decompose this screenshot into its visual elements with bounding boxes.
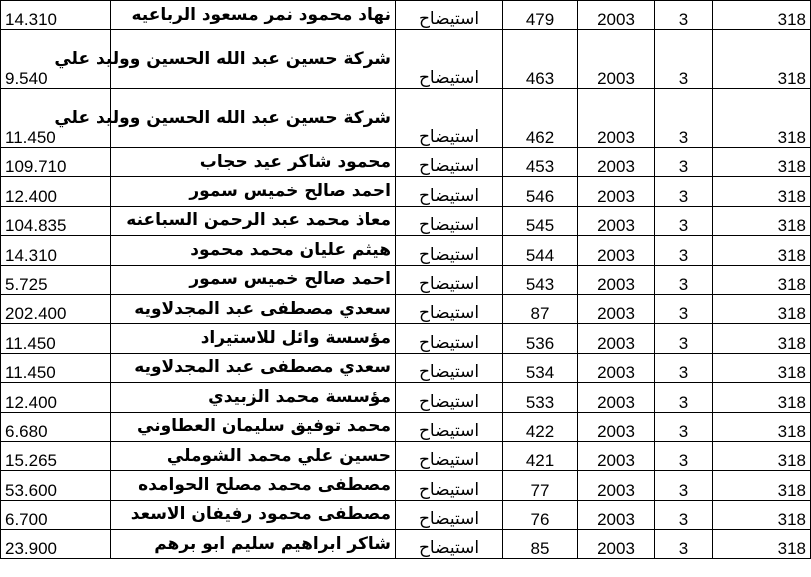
year-cell: 2003 <box>578 206 655 235</box>
type-cell: استيضاح <box>396 30 503 89</box>
table-row <box>1 353 811 382</box>
amount-cell: 23.900 <box>1 530 111 559</box>
year-cell: 2003 <box>578 441 655 470</box>
year-cell: 2003 <box>578 530 655 559</box>
type-cell: استيضاح <box>396 412 503 441</box>
qty-cell: 3 <box>655 383 713 412</box>
name-cell: محمود شاكر عيد حجاب <box>111 147 396 176</box>
table-row <box>1 471 811 500</box>
year-cell: 2003 <box>578 265 655 294</box>
year-cell: 2003 <box>578 500 655 529</box>
year-cell: 2003 <box>578 471 655 500</box>
number-cell: 545 <box>503 206 578 235</box>
amount-cell: 9.540 <box>1 30 111 89</box>
amount-cell: 109.710 <box>1 147 111 176</box>
name-cell: مؤسسة وائل للاستيراد <box>111 324 396 353</box>
year-cell: 2003 <box>578 177 655 206</box>
year-cell: 2003 <box>578 412 655 441</box>
code-cell: 318 <box>713 89 811 148</box>
amount-cell: 6.680 <box>1 412 111 441</box>
number-cell: 85 <box>503 530 578 559</box>
type-cell: استيضاح <box>396 147 503 176</box>
number-cell: 536 <box>503 324 578 353</box>
name-cell: نهاد محمود نمر مسعود الرباعيه <box>111 1 396 30</box>
year-cell: 2003 <box>578 294 655 323</box>
table-row <box>1 89 811 148</box>
number-cell: 534 <box>503 353 578 382</box>
table-row <box>1 294 811 323</box>
year-cell: 2003 <box>578 89 655 148</box>
amount-cell: 11.450 <box>1 324 111 353</box>
number-cell: 544 <box>503 236 578 265</box>
qty-cell: 3 <box>655 471 713 500</box>
qty-cell: 3 <box>655 236 713 265</box>
qty-cell: 3 <box>655 30 713 89</box>
name-cell: شركة حسين عبد الله الحسين ووليد علي <box>111 89 396 148</box>
amount-cell: 12.400 <box>1 177 111 206</box>
qty-cell: 3 <box>655 324 713 353</box>
type-cell: استيضاح <box>396 530 503 559</box>
name-cell: حسين علي محمد الشوملي <box>111 441 396 470</box>
type-cell: استيضاح <box>396 324 503 353</box>
code-cell: 318 <box>713 177 811 206</box>
qty-cell: 3 <box>655 294 713 323</box>
name-cell: مصطفى محمود رفيفان الاسعد <box>111 500 396 529</box>
code-cell: 318 <box>713 412 811 441</box>
amount-cell: 53.600 <box>1 471 111 500</box>
qty-cell: 3 <box>655 1 713 30</box>
amount-cell: 202.400 <box>1 294 111 323</box>
code-cell: 318 <box>713 147 811 176</box>
number-cell: 462 <box>503 89 578 148</box>
table-row <box>1 206 811 235</box>
type-cell: استيضاح <box>396 236 503 265</box>
code-cell: 318 <box>713 471 811 500</box>
amount-cell: 15.265 <box>1 441 111 470</box>
code-cell: 318 <box>713 206 811 235</box>
records-table-body <box>1 1 811 559</box>
name-cell: شركة حسين عبد الله الحسين ووليد علي <box>111 30 396 89</box>
type-cell: استيضاح <box>396 353 503 382</box>
name-cell: مؤسسة محمد الزبيدي <box>111 383 396 412</box>
name-cell: سعدي مصطفى عبد المجدلاويه <box>111 294 396 323</box>
type-cell: استيضاح <box>396 294 503 323</box>
name-cell: سعدي مصطفى عبد المجدلاويه <box>111 353 396 382</box>
table-row <box>1 441 811 470</box>
code-cell: 318 <box>713 1 811 30</box>
name-cell: محمد توفيق سليمان العطاوني <box>111 412 396 441</box>
table-row <box>1 265 811 294</box>
year-cell: 2003 <box>578 30 655 89</box>
type-cell: استيضاح <box>396 471 503 500</box>
number-cell: 533 <box>503 383 578 412</box>
number-cell: 479 <box>503 1 578 30</box>
amount-cell: 12.400 <box>1 383 111 412</box>
table-row <box>1 1 811 30</box>
code-cell: 318 <box>713 265 811 294</box>
name-cell: احمد صالح خميس سمور <box>111 177 396 206</box>
qty-cell: 3 <box>655 206 713 235</box>
code-cell: 318 <box>713 500 811 529</box>
number-cell: 543 <box>503 265 578 294</box>
code-cell: 318 <box>713 294 811 323</box>
code-cell: 318 <box>713 324 811 353</box>
qty-cell: 3 <box>655 265 713 294</box>
year-cell: 2003 <box>578 353 655 382</box>
table-row <box>1 530 811 559</box>
name-cell: مصطفى محمد مصلح الحوامده <box>111 471 396 500</box>
table-row <box>1 383 811 412</box>
qty-cell: 3 <box>655 441 713 470</box>
type-cell: استيضاح <box>396 206 503 235</box>
amount-cell: 14.310 <box>1 1 111 30</box>
table-row <box>1 177 811 206</box>
number-cell: 463 <box>503 30 578 89</box>
name-cell: شاكر ابراهيم سليم ابو برهم <box>111 530 396 559</box>
type-cell: استيضاح <box>396 441 503 470</box>
type-cell: استيضاح <box>396 177 503 206</box>
code-cell: 318 <box>713 236 811 265</box>
table-row <box>1 236 811 265</box>
number-cell: 453 <box>503 147 578 176</box>
number-cell: 421 <box>503 441 578 470</box>
year-cell: 2003 <box>578 147 655 176</box>
qty-cell: 3 <box>655 89 713 148</box>
type-cell: استيضاح <box>396 500 503 529</box>
number-cell: 422 <box>503 412 578 441</box>
code-cell: 318 <box>713 383 811 412</box>
code-cell: 318 <box>713 30 811 89</box>
table-row <box>1 500 811 529</box>
qty-cell: 3 <box>655 412 713 441</box>
number-cell: 76 <box>503 500 578 529</box>
code-cell: 318 <box>713 441 811 470</box>
number-cell: 87 <box>503 294 578 323</box>
type-cell: استيضاح <box>396 89 503 148</box>
name-cell: هيثم عليان محمد محمود <box>111 236 396 265</box>
type-cell: استيضاح <box>396 265 503 294</box>
table-row <box>1 30 811 89</box>
year-cell: 2003 <box>578 1 655 30</box>
table-row <box>1 147 811 176</box>
year-cell: 2003 <box>578 236 655 265</box>
year-cell: 2003 <box>578 324 655 353</box>
amount-cell: 6.700 <box>1 500 111 529</box>
qty-cell: 3 <box>655 177 713 206</box>
year-cell: 2003 <box>578 383 655 412</box>
name-cell: احمد صالح خميس سمور <box>111 265 396 294</box>
code-cell: 318 <box>713 530 811 559</box>
type-cell: استيضاح <box>396 383 503 412</box>
table-row <box>1 324 811 353</box>
qty-cell: 3 <box>655 147 713 176</box>
amount-cell: 11.450 <box>1 89 111 148</box>
amount-cell: 5.725 <box>1 265 111 294</box>
name-cell: معاذ محمد عبد الرحمن السباعنه <box>111 206 396 235</box>
qty-cell: 3 <box>655 500 713 529</box>
number-cell: 77 <box>503 471 578 500</box>
number-cell: 546 <box>503 177 578 206</box>
table-row <box>1 412 811 441</box>
amount-cell: 14.310 <box>1 236 111 265</box>
code-cell: 318 <box>713 353 811 382</box>
amount-cell: 104.835 <box>1 206 111 235</box>
type-cell: استيضاح <box>396 1 503 30</box>
qty-cell: 3 <box>655 353 713 382</box>
amount-cell: 11.450 <box>1 353 111 382</box>
qty-cell: 3 <box>655 530 713 559</box>
